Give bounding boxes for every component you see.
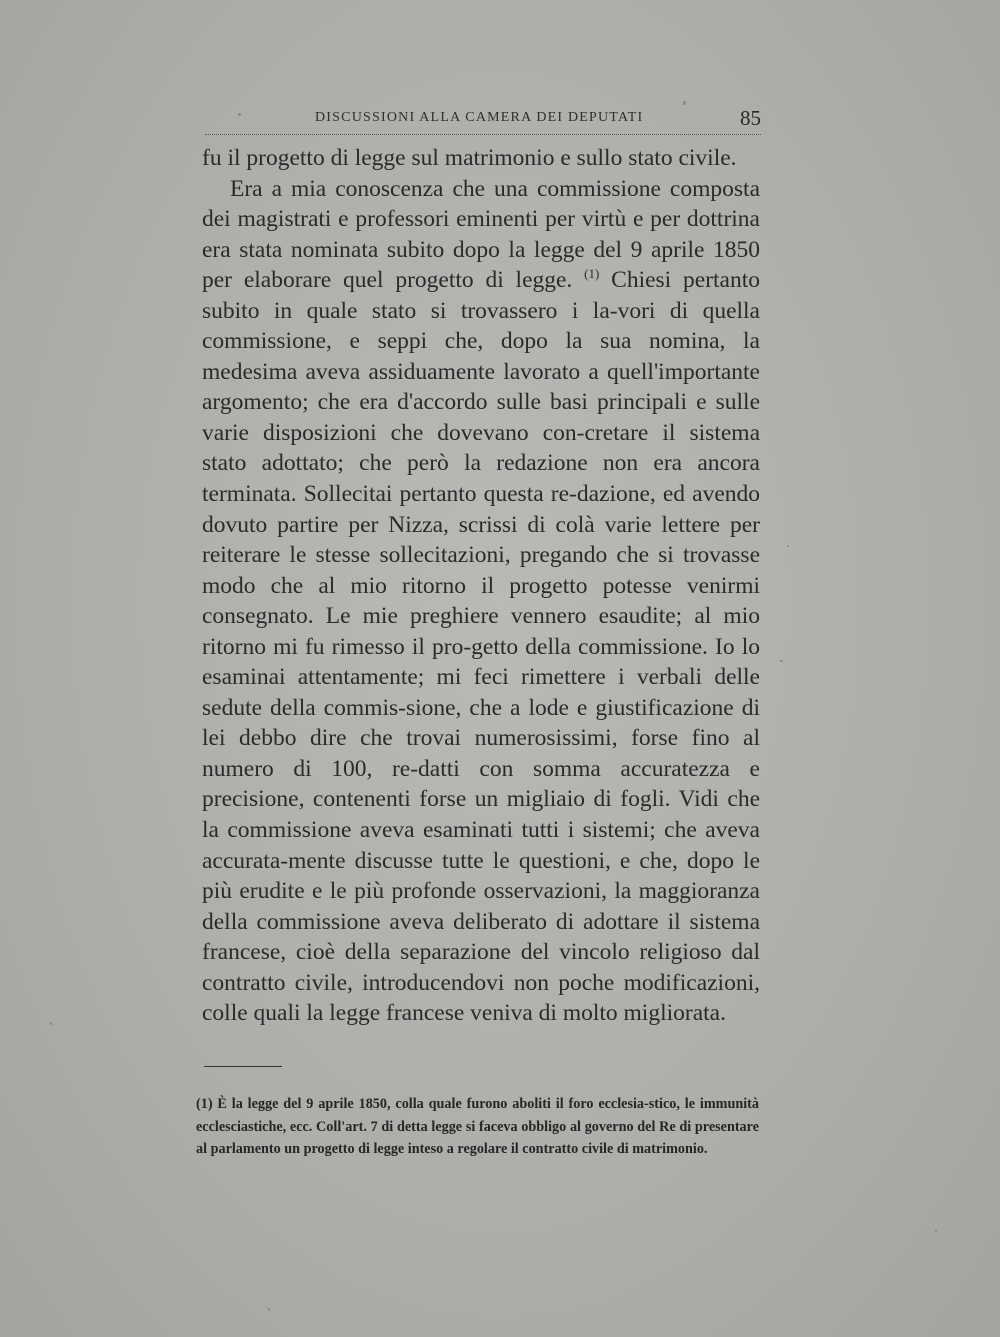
- paragraph-text: Era a mia conoscenza che una commissione composta dei magistrati e professori eminenti per virtù e per dottrina era stata nominata subito dopo la legge del 9 aprile 1850 per elaborare quel progetto di legge.: [202, 175, 760, 294]
- paper-speck: [935, 1230, 937, 1232]
- paragraph-continuation: [202, 143, 760, 174]
- running-title: DISCUSSIONI ALLA CAMERA DEI DEPUTATI: [315, 110, 644, 125]
- body-text: [202, 143, 760, 1029]
- footnote-divider: [204, 1066, 282, 1067]
- paragraph: [202, 174, 760, 1029]
- paragraph-text: fu il progetto di legge sul matrimonio e sullo stato civile.: [202, 145, 737, 171]
- paper-speck: [683, 101, 686, 105]
- page-number: 85: [740, 106, 761, 130]
- footnote-text: (1) È la legge del 9 aprile 1850, colla quale furono aboliti il foro ecclesia-stico, le immunità ecclesciastiche, ecc. Coll'art. 7 di detta legge si faceva obbligo al governo del Re di presentare al parlamento un progetto di legge inteso a regolare il contratto civile di matrimonio.: [196, 1096, 759, 1157]
- footnote: [196, 1093, 759, 1161]
- paper-speck: [268, 1308, 270, 1311]
- running-head: [205, 108, 761, 135]
- paper-speck: [787, 545, 789, 547]
- paper-speck: [780, 660, 783, 662]
- paper-speck: [50, 1022, 52, 1025]
- footnote-reference[interactable]: (1): [584, 266, 600, 282]
- paper-speck: [238, 113, 241, 116]
- paragraph-text: Chiesi pertanto subito in quale stato si trovassero i la-vori di quella commissione, e seppi che, dopo la sua nomina, la medesima aveva assiduamente lavorato a quell'importante argomento; che era d'accordo sulle basi principali e sulle varie disposizioni che dovevano con-cretare il sistema stato adottato; che però la redazione non era ancora terminata. Sollecitai pertanto questa re-dazione, ed avendo dovuto partire per Nizza, scrissi di colà varie lettere per reiterare le stesse sollecitazioni, pregando che si trovasse modo che al mio ritorno il progetto potesse venirmi consegnato. Le mie preghiere vennero esaudite; al mio ritorno mi fu rimesso il pro-getto della commissione. Io lo esaminai attentamente; mi feci rimettere i verbali delle sedute della commis-sione, che a lode e giustificazione di lei debbo dire che trovai numerosissimi, forse fino al numero di 100, re-datti con somma accuratezza e precisione, contenenti forse un migliaio di fogli. Vidi che la commissione aveva esaminati tutti i sistemi; che aveva accurata-mente discusse tutte le questioni, e che, dopo le più erudite e le più profonde osservazioni, la maggioranza della commissione aveva deliberato di adottare il sistema francese, cioè della separazione del vincolo religioso dal contratto civile, introducendovi non poche modificazioni, colle quali la legge francese veniva di molto migliorata.: [202, 267, 761, 1027]
